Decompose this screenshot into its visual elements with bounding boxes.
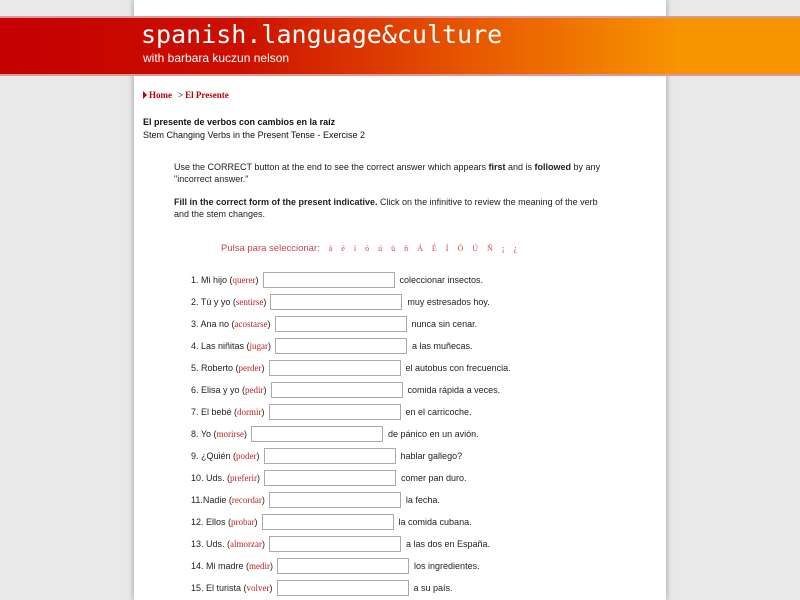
item-continuation: de pánico en un avión. [388,429,479,439]
infinitive-link[interactable]: almorzar [230,539,262,549]
item-continuation: a las dos en España. [406,539,491,549]
infinitive-link[interactable]: preferir [230,473,257,483]
exercise-item [191,556,480,576]
answer-input[interactable] [263,272,395,288]
answer-input[interactable] [264,448,396,464]
picker-label: Pulsa para seleccionar: [221,243,320,254]
exercise-item [191,534,490,554]
item-prompt: 7. El bebé ( [191,407,238,417]
exercise-item [191,578,453,598]
breadcrumb-home[interactable]: Home [149,90,172,100]
page-title: El presente de verbos con cambios en la raíz [143,117,336,127]
exercise-item [191,292,490,312]
item-prompt: 8. Yo ( [191,429,217,439]
accent-char-button[interactable]: ñ [404,244,409,253]
accent-char-button[interactable]: ¡ [501,244,505,253]
item-prompt: 5. Roberto ( [191,363,239,373]
answer-input[interactable] [275,338,407,354]
page-subtitle: Stem Changing Verbs in the Present Tense - Exercise 2 [143,130,365,140]
infinitive-link[interactable]: sentirse [235,297,264,307]
exercise-item [191,314,477,334]
answer-input[interactable] [269,536,401,552]
answer-input[interactable] [275,316,407,332]
accent-char-button[interactable]: ú [378,244,383,253]
paren-close: ) [261,407,265,417]
item-prompt: 6. Elisa y yo ( [191,385,246,395]
paren-close: ) [261,495,265,505]
exercise-item [191,446,462,466]
item-continuation: a su país. [413,583,453,593]
item-prompt: 2. Tú y yo ( [191,297,236,307]
infinitive-link[interactable]: dormir [237,407,262,417]
exercise-item [191,358,511,378]
item-continuation: coleccionar insectos. [399,275,484,285]
infinitive-link[interactable]: medir [249,561,271,571]
answer-input[interactable] [270,294,402,310]
infinitive-link[interactable]: probar [231,517,255,527]
infinitive-link[interactable]: acostarse [234,319,268,329]
accent-char-button[interactable]: ¿ [513,244,518,253]
item-continuation: la fecha. [405,495,440,505]
paren-close: ) [267,319,271,329]
infinitive-link[interactable]: perder [238,363,262,373]
site-subtitle: with barbara kuczun nelson [143,51,290,65]
breadcrumb-separator: > [178,90,184,100]
item-prompt: 14. Mi madre ( [191,561,250,571]
site-title: spanish.language&culture [141,20,503,49]
paren-close: ) [256,451,260,461]
infinitive-link[interactable]: volver [246,583,270,593]
paren-close: ) [262,539,265,549]
exercise-item [191,512,472,532]
item-prompt: 1. Mi hijo ( [191,275,233,285]
paren-close: ) [268,341,272,351]
paren-close: ) [244,429,248,439]
instructions-correct: Use the CORRECT button at the end to see the correct answer which appears first and is followed by any "incorrect answer." [174,162,601,184]
paren-close: ) [263,297,267,307]
accent-char-button[interactable]: É [431,244,437,253]
paren-close: ) [263,385,267,395]
accent-char-button[interactable]: é [341,244,345,253]
accent-char-button[interactable]: ü [391,244,396,253]
answer-input[interactable] [271,382,403,398]
exercise-item [191,424,479,444]
item-prompt: 13. Uds. ( [191,539,231,549]
breadcrumb-current[interactable]: El Presente [185,90,229,100]
answer-input[interactable] [262,514,394,530]
accent-char-button[interactable]: Ñ [487,244,493,253]
answer-input[interactable] [269,492,401,508]
exercise-item [191,336,473,356]
item-continuation: comer pan duro. [401,473,467,483]
item-continuation: en el carricoche. [405,407,472,417]
item-continuation: muy estresados hoy. [407,297,490,307]
infinitive-link[interactable]: pedir [245,385,264,395]
item-continuation: nunca sin cenar. [411,319,478,329]
item-continuation: a las muñecas. [412,341,473,351]
accent-char-button[interactable]: í [353,244,357,253]
accent-char-button[interactable]: ó [365,244,370,253]
item-continuation: hablar gallego? [400,451,463,461]
arrow-right-icon [143,91,147,99]
answer-input[interactable] [277,580,409,596]
infinitive-link[interactable]: querer [232,275,256,285]
infinitive-link[interactable]: recordar [231,495,262,505]
exercise-item [191,270,483,290]
exercise-item [191,380,500,400]
answer-input[interactable] [251,426,383,442]
paren-close: ) [254,517,258,527]
item-continuation: comida rápida a veces. [407,385,501,395]
accent-char-button[interactable]: Á [417,244,423,253]
accent-char-button[interactable]: Ú [472,244,479,253]
answer-input[interactable] [269,404,401,420]
answer-input[interactable] [264,470,396,486]
infinitive-link[interactable]: jugar [249,341,269,351]
answer-input[interactable] [269,360,401,376]
infinitive-link[interactable]: poder [236,451,257,461]
paren-close: ) [269,583,273,593]
accent-char-button[interactable]: Í [445,244,449,253]
item-prompt: 11.Nadie ( [191,495,232,505]
answer-input[interactable] [277,558,409,574]
item-prompt: 15. El turista ( [191,583,247,593]
item-prompt: 12. Ellos ( [191,517,232,527]
item-continuation: los ingredientes. [414,561,480,571]
paren-close: ) [270,561,274,571]
item-prompt: 4. Las niñitas ( [191,341,250,351]
item-continuation: el autobus con frecuencia. [405,363,511,373]
accent-picker [221,243,517,254]
item-continuation: la comida cubana. [398,517,472,527]
accent-char-button[interactable]: Ó [457,244,464,253]
infinitive-link[interactable]: morirse [216,429,245,439]
paren-close: ) [261,363,265,373]
instructions-fill: Fill in the correct form of the present indicative. Click on the infinitive to review the meaning of the verb and the stem changes. [174,197,598,219]
exercise-item [191,402,472,422]
paren-close: ) [255,275,259,285]
breadcrumb [143,90,229,100]
item-prompt: 9. ¿Quién ( [191,451,237,461]
paren-close: ) [257,473,260,483]
accent-char-button[interactable]: á [328,244,333,253]
item-prompt: 3. Ana no ( [191,319,235,329]
exercise-item [191,490,440,510]
exercise-item [191,468,467,488]
item-prompt: 10. Uds. ( [191,473,231,483]
